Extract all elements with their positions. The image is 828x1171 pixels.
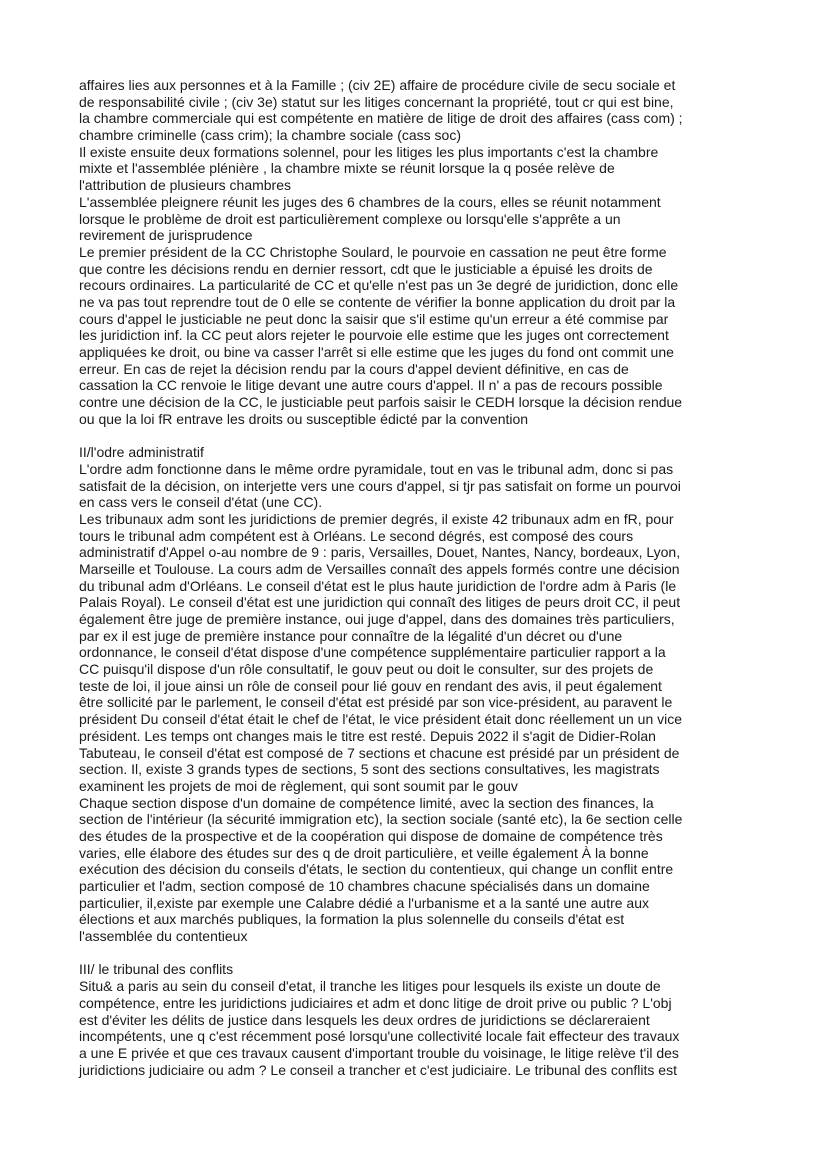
text-line: président Du conseil d'état était le chef de l'état, le vice président était donc réellement un un vice [79, 711, 683, 728]
text-line: que contre les décisions rendu en dernier ressort, cdt que le justiciable a épuisé les droits de [79, 260, 653, 277]
text-line: Situ& a paris au sein du conseil d'etat, il tranche les litiges pour lesquels ils existe un doute de [79, 978, 661, 995]
text-line: particulier et l'adm, section composé de 10 chambres chacune spécialisés dans un domaine [79, 878, 650, 894]
text-line: l'attribution de plusieurs chambres [79, 177, 292, 194]
text-line: section de l'intérieur (la sécurité immigration etc), la section sociale (santé etc), la 6e section celle [79, 811, 683, 828]
text-line: les juridiction inf. la CC peut alors rejeter le pourvoie elle estime que les juges ont correctement [79, 327, 669, 344]
text-line: Marseille et Toulouse. La cours adm de Versailles connaît des appels formés contre une décision [79, 560, 680, 577]
text-line: est d'éviter les délits de justice dans lesquels les deux ordres de juridictions se déclareraient [79, 1011, 650, 1028]
paragraph-spacer [79, 945, 779, 962]
text-line: Tabuteau, le conseil d'état est composé de 7 sections et chacune est présidé par un président de [79, 744, 680, 761]
text-line: teste de loi, il joue ainsi un rôle de conseil pour lié gouv en rendant des avis, il peut également [79, 677, 662, 694]
text-line: revirement de jurisprudence [79, 227, 253, 244]
text-line: CC puisqu'il dispose d'un rôle consultatif, le gouv peut ou doit le consulter, sur des projets de [79, 661, 654, 678]
text-line: tours le tribunal adm compétent est à Orléans. Le second dégrés, est composé des cours [79, 527, 634, 544]
text-line: président. Les temps ont changes mais le titre est resté. Depuis 2022 il s'agit de Didier-Rolan [79, 727, 656, 744]
text-line: III/ le tribunal des conflits [79, 961, 234, 978]
text-line: varies, elle élabore des études sur des q de droit particulière, et veille également À la bonne [79, 844, 649, 861]
text-line: l'assemblée du contentieux [79, 928, 248, 945]
section-block [79, 961, 779, 1078]
text-line: contre une décision de la CC, le justiciable peut parfois saisir le CEDH lorsque la décision rendue [79, 394, 683, 411]
text-line: ou que la loi fR entrave les droits ou susceptible édicté par la convention [79, 410, 529, 427]
text-line: a une E privée et que ces travaux causent d'important trouble du voisinage, le litige relève t'il des [79, 1044, 679, 1061]
text-line: en cass vers le conseil d'état (une CC). [79, 494, 323, 511]
text-line: exécution des décision du conseils d'états, le section du contentieux, qui change un conflit entre [79, 861, 674, 878]
text-line: chambre criminelle (cass crim); la chambre sociale (cass soc) [79, 127, 461, 144]
text-line: également être juge de première instance, oui juge d'appel, dans des domaines très particuliers, [79, 611, 675, 627]
text-line: compétence, entre les juridictions judiciaires et adm et donc litige de droit prive ou public ? L'obj [79, 994, 672, 1011]
text-line: affaires lies aux personnes et à la Famille ; (civ 2E) affaire de procédure civile de secu sociale et [79, 77, 676, 93]
paragraph-spacer [79, 427, 779, 444]
text-line: du tribunal adm d'Orléans. Le conseil d'état est le plus haute juridiction de l'ordre adm à Paris (le [79, 577, 677, 594]
text-line: mixte et l'assemblée plénière , la chambre mixte se réunit lorsque la q posée relève de [79, 160, 615, 177]
text-line: recours ordinaires. La particularité de CC et qu'elle n'est pas un 3e degré de juridiction, donc elle [79, 277, 679, 294]
section-block [79, 77, 779, 427]
text-line: lorsque le problème de droit est particulièrement complexe ou lorsqu'elle s'apprête a un [79, 210, 621, 227]
text-line: L'ordre adm fonctionne dans le même ordre pyramidale, tout en vas le tribunal adm, donc si pas [79, 460, 674, 477]
text-line: cassation la CC renvoie le litige devant une autre cours d'appel. Il n' a pas de recours possible [79, 377, 663, 394]
text-line: de responsabilité civile ; (civ 3e) statut sur les litiges concernant la propriété, tout cr qui est bine, [79, 93, 674, 110]
text-line: cours d'appel le justiciable ne peut donc la saisir que s'il estime qu'un erreur a été commise par [79, 310, 669, 327]
text-line: administratif d'Appel o-au nombre de 9 : paris, Versailles, Douet, Nantes, Nancy, bordeaux, Lyon, [79, 544, 681, 561]
document-page [79, 77, 779, 1078]
text-line: être sollicité par le parlement, le conseil d'état est présidé par son vice-président, au paravent le [79, 694, 673, 711]
text-line: II/l'odre administratif [79, 444, 204, 461]
text-line: satisfait de la décision, on interjette vers une cours d'appel, si tjr pas satisfait on forme un pourvoi [79, 477, 681, 494]
text-line: Le premier président de la CC Christophe Soulard, le pourvoie en cassation ne peut être forme [79, 243, 667, 260]
text-line: L'assemblée pleignere réunit les juges des 6 chambres de la cours, elles se réunit notamment [79, 193, 661, 210]
text-line: la chambre commerciale qui est compétente en matière de litige de droit des affaires (cass com) ; [79, 110, 683, 127]
text-line: élections et aux marchés publiques, la formation la plus solennelle du conseils d'état est [79, 911, 625, 928]
text-line: appliquées ke droit, ou bine va casser l'arrêt si elle estime que les juges du fond ont commit une [79, 344, 674, 360]
text-line: Palais Royal). Le conseil d'état est une juridiction qui connaît des litiges de peurs droit CC, il peut [79, 594, 681, 611]
text-line: incompétents, une q c'est récemment posé lorsqu'une collectivité locale fait effecteur des travaux [79, 1028, 680, 1045]
text-line: Il existe ensuite deux formations solennel, pour les litiges les plus importants c'est la chambre [79, 143, 659, 160]
section-block [79, 444, 779, 945]
text-line: Les tribunaux adm sont les juridictions de premier degrés, il existe 42 tribunaux adm en fR, pour [79, 510, 674, 527]
text-line: Chaque section dispose d'un domaine de compétence limité, avec la section des finances, la [79, 794, 654, 811]
text-line: section. Il, existe 3 grands types de sections, 5 sont des sections consultatives, les magistrats [79, 761, 660, 778]
text-line: par ex il est juge de première instance pour connaître de la légalité d'un décret ou d'une [79, 627, 623, 644]
text-line: ordonnance, le conseil d'état dispose d'une compétence supplémentaire particulier rapport a la [79, 644, 666, 661]
text-line: erreur. En cas de rejet la décision rendu par la cours d'appel devient définitive, en cas de [79, 360, 629, 377]
text-line: ne va pas tout reprendre tout de 0 elle se contente de vérifier la bonne application du droit par la [79, 293, 676, 310]
text-line: particulier, il,existe par exemple une Calabre dédié a l'urbanisme et a la santé une autre aux [79, 894, 650, 911]
text-line: des études de la prospective et de la coopération qui dispose de domaine de compétence très [79, 827, 663, 844]
text-line: examinent les projets de moi de règlement, qui sont soumit par le gouv [79, 777, 518, 794]
text-line: juridictions judiciaire ou adm ? Le conseil a trancher et c'est judiciaire. Le tribunal des conflits est [79, 1061, 677, 1078]
